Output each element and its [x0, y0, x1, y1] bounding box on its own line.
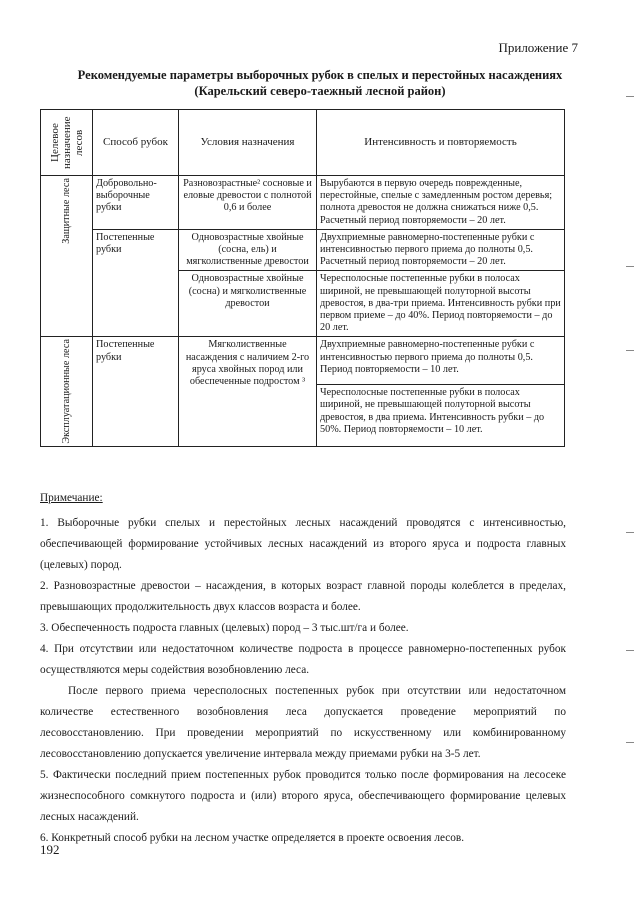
voluntary-condition-cell: Разновозрастные² сосновые и еловые древостои с полнотой 0,6 и более	[179, 176, 317, 230]
note-3: 3. Обеспеченность подроста главных (целевых) пород – 3 тыс.шт/га и более.	[40, 622, 409, 634]
note-1: 1. Выборочные рубки спелых и перестойных лесных насаждений проводятся с интенсивностью, обеспечивающей формирование устойчивых лесных насаждений из второго яруса и подроста главных (целевых) пород.	[40, 517, 566, 571]
voluntary-intensity-cell: Вырубаются в первую очередь поврежденные, перестойные, спелые с замедленным ростом деревья; полнота древостоя не должна снижаться ниже 0,5. Расчетный период повторяемости – 20 лет.	[317, 176, 565, 230]
voluntary-method-cell: Добровольно-выборочные рубки	[93, 176, 179, 230]
cutting-parameters-table	[40, 109, 565, 447]
gradual-intensity-1-cell: Двухприемные равномерно-постепенные рубки с интенсивностью первого приема до полноты 0,5. Расчетный период повторяемости – 20 лет.	[317, 229, 565, 271]
scan-edge-mark	[626, 650, 634, 651]
notes-section	[40, 488, 566, 849]
exploit-condition-cell: Мягколиственные насаждения с наличием 2-го яруса хвойных пород или обеспеченные подростом ³	[179, 337, 317, 447]
note-6: 6. Конкретный способ рубки на лесном участке определяется в проекте освоения лесов.	[40, 832, 465, 844]
title-line-2: (Карельский северо-таежный лесной район)	[194, 84, 446, 98]
scan-edge-mark	[626, 742, 634, 743]
scan-edge-mark	[626, 96, 634, 97]
header-intensity: Интенсивность и повторяемость	[317, 110, 565, 176]
note-2: 2. Разновозрастные древостои – насаждения, в которых возраст главной породы колеблется в пределах, превышающих продолжительность двух классов возраста и более.	[40, 580, 566, 613]
exploit-intensity-2-cell: Чересполосные постепенные рубки в полосах шириной, не превышающей полуторной высоты древостоя, в два приема. Интенсивность рубки – до 50%. Период повторяемости – 10 лет.	[317, 385, 565, 447]
gradual-condition-2-cell: Одновозрастные хвойные (сосна) и мягколиственные древостои	[179, 271, 317, 337]
appendix-label: Приложение 7	[498, 40, 578, 55]
title-line-1: Рекомендуемые параметры выборочных рубок в спелых и перестойных насаждениях	[77, 68, 563, 82]
note-4: 4. При отсутствии или недостаточном количестве подроста в процессе равномерно-постепенных рубок осуществляются меры содействия возобновлению леса.	[40, 643, 566, 676]
protective-forests-cell	[41, 176, 93, 337]
page-number: 192	[40, 842, 60, 857]
gradual-condition-1-cell: Одновозрастные хвойные (сосна, ель) и мягколиственные древостои	[179, 229, 317, 271]
exploitation-forests-cell	[41, 337, 93, 447]
table-row	[41, 337, 565, 385]
scan-edge-mark	[626, 266, 634, 267]
gradual-method-cell: Постепенные рубки	[93, 229, 179, 337]
notes-heading: Примечание:	[40, 492, 103, 504]
protective-forests-label: Защитные леса	[60, 178, 72, 244]
document-title	[40, 67, 600, 99]
exploit-method-cell: Постепенные рубки	[93, 337, 179, 447]
exploitation-forests-label: Эксплуатационные леса	[60, 339, 72, 445]
scan-edge-mark	[626, 532, 634, 533]
note-5: 5. Фактически последний прием постепенных рубок проводится только после формирования на лесосеке жизнеспособного сомкнутого подроста и (или) второго яруса, обеспечивающего формирование целевых лесных насаждений.	[40, 769, 566, 823]
header-purpose	[41, 110, 93, 176]
header-conditions: Условия назначения	[179, 110, 317, 176]
exploit-intensity-1-cell: Двухприемные равномерно-постепенные рубки с интенсивностью первого приема до полноты 0,5. Период повторяемости – 10 лет.	[317, 337, 565, 385]
note-4-continuation: После первого приема чересполосных постепенных рубок при отсутствии или недостаточном количестве естественного возобновления леса допускается проведение мероприятий по лесовосстановлению. При проведении мероприятий по искусственному или комбинированному лесовосстановлению допускается увеличение интервала между приемами рубки на 3-5 лет.	[40, 685, 566, 760]
header-method: Способ рубок	[93, 110, 179, 176]
table-row	[41, 229, 565, 271]
scan-edge-mark	[626, 350, 634, 351]
header-purpose-label: Целевое назначение лесов	[48, 116, 85, 169]
gradual-intensity-2-cell: Чересполосные постепенные рубки в полосах шириной, не превышающей полуторной высоты древостоя, в два-три приема. Интенсивность рубки при первом приеме – до 40%. Период повторяемости – до 20 лет.	[317, 271, 565, 337]
table-row	[41, 176, 565, 230]
table-header-row	[41, 110, 565, 176]
